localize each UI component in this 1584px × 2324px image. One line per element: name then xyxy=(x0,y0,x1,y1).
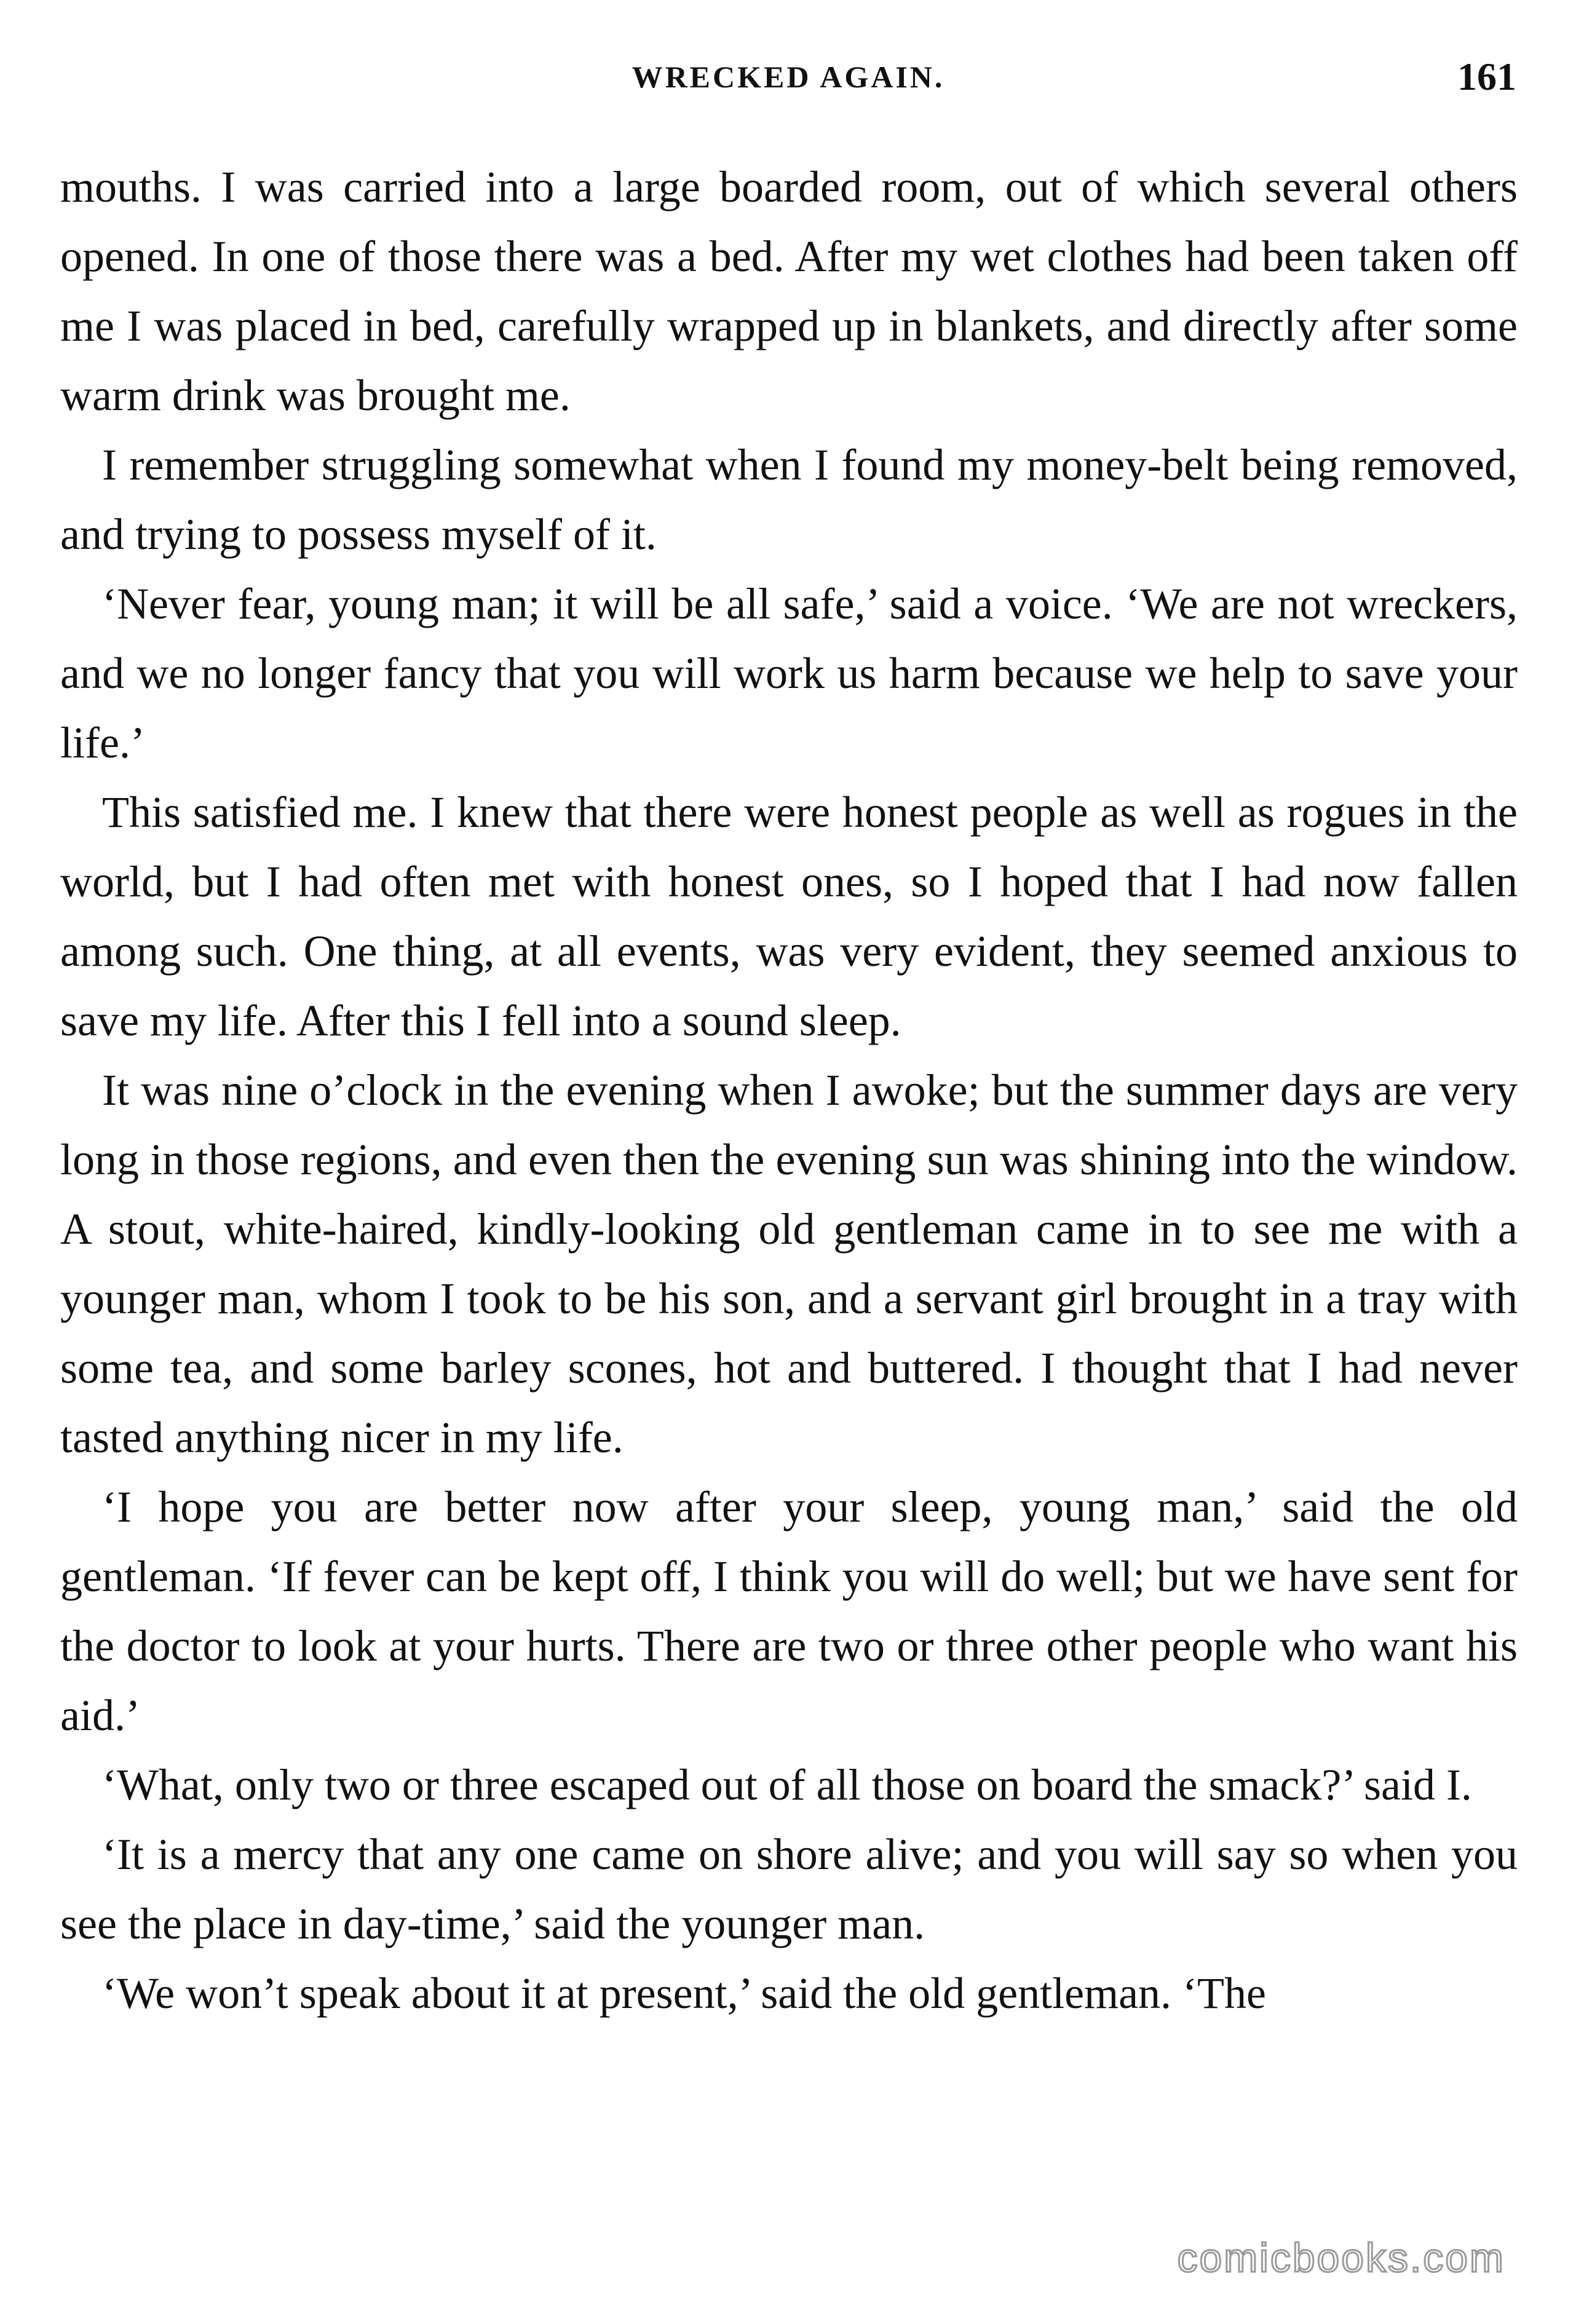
paragraph-9: ‘We won’t speak about it at present,’ said the old gentleman. ‘The xyxy=(102,1969,1266,2018)
paragraph-2: I remember struggling somewhat when I found my money-belt being removed, and trying to possess myself of it. xyxy=(60,440,1518,559)
paragraph-8: ‘It is a mercy that any one came on shore alive; and you will say so when you see the place in day-time,’ said the younger man. xyxy=(60,1830,1518,1948)
watermark: comicbooks.com xyxy=(1177,2235,1505,2280)
paragraph-7: ‘What, only two or three escaped out of all those on board the smack?’ said I. xyxy=(102,1760,1472,1809)
paragraph-3: ‘Never fear, young man; it will be all safe,’ said a voice. ‘We are not wreckers, and we no longer fancy that you will work us harm because we help to save your life.’ xyxy=(60,579,1518,767)
paragraph-6: ‘I hope you are better now after your sleep, young man,’ said the old gentleman. ‘If fever can be kept off, I think you will do well; but we have sent for the doctor to look at your hurts. There are two or three other people who want his aid.’ xyxy=(60,1482,1518,1740)
body-text xyxy=(60,152,1518,2028)
page-number: 161 xyxy=(1457,55,1516,98)
running-head xyxy=(60,55,1516,108)
paragraph-4: This satisfied me. I knew that there were honest people as well as rogues in the world, but I had often met with honest ones, so I hoped that I had now fallen among such. One thing, at all events, was very evident, they seemed anxious to save my life. After this I fell into a sound sleep. xyxy=(60,788,1518,1045)
paragraph-5: It was nine o’clock in the evening when I awoke; but the summer days are very long in those regions, and even then the evening sun was shining into the window. A stout, white-haired, kindly-looking old gentleman came in to see me with a younger man, whom I took to be his son, and a servant girl brought in a tray with some tea, and some barley scones, hot and buttered. I thought that I had never tasted anything nicer in my life. xyxy=(60,1065,1518,1462)
running-title: WRECKED AGAIN. xyxy=(632,60,945,94)
paragraph-1: mouths. I was carried into a large boarded room, out of which several others opened. In one of those there was a bed. After my wet clothes had been taken off me I was placed in bed, carefully wrapped up in blankets, and directly after some warm drink was brought me. xyxy=(60,162,1518,420)
